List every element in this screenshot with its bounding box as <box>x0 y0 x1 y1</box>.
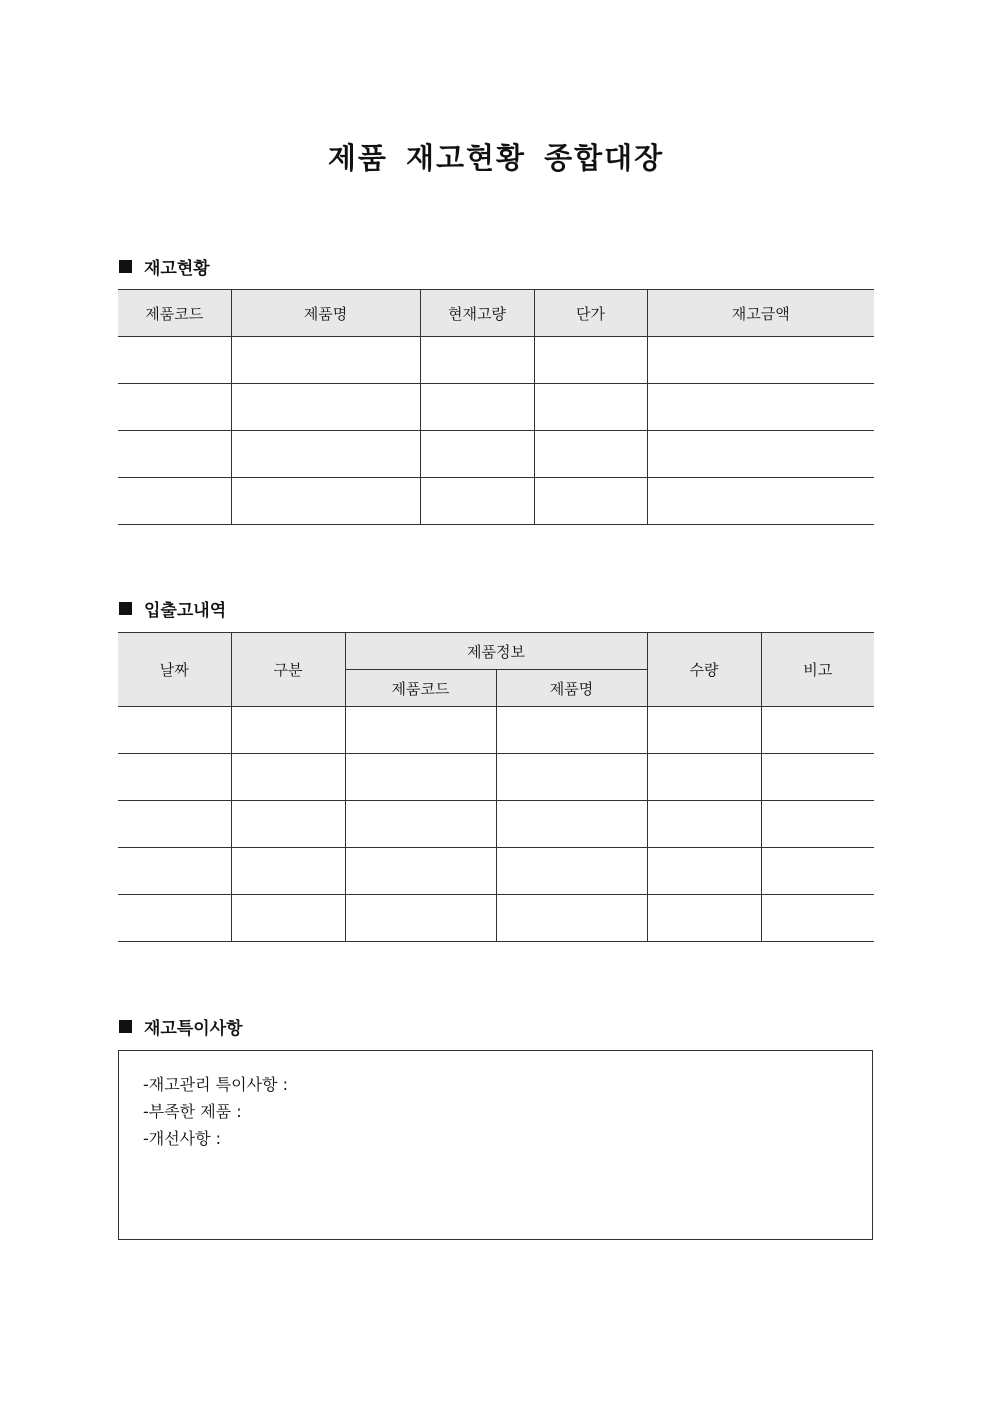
table-cell[interactable] <box>647 707 761 754</box>
table-cell[interactable] <box>345 895 496 942</box>
table-cell[interactable] <box>761 895 874 942</box>
table-cell[interactable] <box>647 895 761 942</box>
inventory-heading-text: 재고현황 <box>144 259 210 279</box>
table-cell[interactable] <box>496 848 647 895</box>
note-line-shortage: -부족한 제품 : <box>143 1102 242 1121</box>
table-cell[interactable] <box>118 754 231 801</box>
table-cell[interactable] <box>231 337 420 384</box>
table-cell[interactable] <box>420 337 534 384</box>
table-cell[interactable] <box>496 754 647 801</box>
table-cell[interactable] <box>231 801 345 848</box>
table-cell[interactable] <box>118 848 231 895</box>
inventory-section-heading <box>119 254 210 279</box>
notes-section-heading <box>119 1014 243 1039</box>
table-cell[interactable] <box>231 707 345 754</box>
table-cell[interactable] <box>647 848 761 895</box>
table-cell[interactable] <box>118 337 231 384</box>
table-cell[interactable] <box>647 337 874 384</box>
col-remarks: 비고 <box>761 633 874 707</box>
table-cell[interactable] <box>231 848 345 895</box>
table-cell[interactable] <box>231 895 345 942</box>
table-row <box>118 848 874 895</box>
table-cell[interactable] <box>647 801 761 848</box>
table-cell[interactable] <box>420 384 534 431</box>
inventory-header-row <box>118 290 874 337</box>
table-cell[interactable] <box>118 895 231 942</box>
table-row <box>118 754 874 801</box>
table-row <box>118 431 874 478</box>
table-cell[interactable] <box>231 478 420 525</box>
table-cell[interactable] <box>496 801 647 848</box>
table-cell[interactable] <box>496 895 647 942</box>
col-sub-product-name: 제품명 <box>496 670 647 707</box>
table-cell[interactable] <box>118 478 231 525</box>
table-cell[interactable] <box>345 848 496 895</box>
table-cell[interactable] <box>761 848 874 895</box>
col-current-stock: 현재고량 <box>420 290 534 337</box>
table-cell[interactable] <box>496 707 647 754</box>
col-product-code: 제품코드 <box>118 290 231 337</box>
col-product-info: 제품정보 <box>345 633 647 670</box>
table-row <box>118 895 874 942</box>
page-title: 제품 재고현황 종합대장 <box>327 141 665 175</box>
table-cell[interactable] <box>647 431 874 478</box>
black-square-icon <box>119 1020 132 1033</box>
table-row <box>118 801 874 848</box>
table-cell[interactable] <box>420 478 534 525</box>
table-cell[interactable] <box>647 478 874 525</box>
col-date: 날짜 <box>118 633 231 707</box>
note-line-improvement: -개선사항 : <box>143 1129 222 1148</box>
table-cell[interactable] <box>647 754 761 801</box>
table-cell[interactable] <box>534 431 647 478</box>
transaction-header-row <box>118 633 874 670</box>
col-sub-product-code: 제품코드 <box>345 670 496 707</box>
table-row <box>118 337 874 384</box>
table-row <box>118 384 874 431</box>
table-cell[interactable] <box>231 384 420 431</box>
transactions-section-heading <box>119 596 226 621</box>
note-line-management: -재고관리 특이사항 : <box>143 1075 288 1094</box>
table-cell[interactable] <box>345 801 496 848</box>
table-cell[interactable] <box>761 801 874 848</box>
table-cell[interactable] <box>345 707 496 754</box>
table-cell[interactable] <box>534 337 647 384</box>
col-product-name: 제품명 <box>231 290 420 337</box>
table-cell[interactable] <box>647 384 874 431</box>
table-cell[interactable] <box>534 384 647 431</box>
col-stock-amount: 재고금액 <box>647 290 874 337</box>
table-cell[interactable] <box>118 801 231 848</box>
col-category: 구분 <box>231 633 345 707</box>
table-row <box>118 707 874 754</box>
transaction-table <box>118 632 874 942</box>
table-cell[interactable] <box>420 431 534 478</box>
table-cell[interactable] <box>761 707 874 754</box>
table-cell[interactable] <box>118 384 231 431</box>
transactions-heading-text: 입출고내역 <box>144 601 227 621</box>
table-cell[interactable] <box>118 431 231 478</box>
table-cell[interactable] <box>761 754 874 801</box>
col-quantity: 수량 <box>647 633 761 707</box>
table-cell[interactable] <box>345 754 496 801</box>
table-cell[interactable] <box>231 754 345 801</box>
notes-box[interactable] <box>118 1050 873 1240</box>
table-cell[interactable] <box>118 707 231 754</box>
table-cell[interactable] <box>231 431 420 478</box>
col-unit-price: 단가 <box>534 290 647 337</box>
notes-heading-text: 재고특이사항 <box>144 1019 243 1039</box>
table-cell[interactable] <box>534 478 647 525</box>
table-row <box>118 478 874 525</box>
black-square-icon <box>119 260 132 273</box>
inventory-table <box>118 289 874 525</box>
black-square-icon <box>119 602 132 615</box>
